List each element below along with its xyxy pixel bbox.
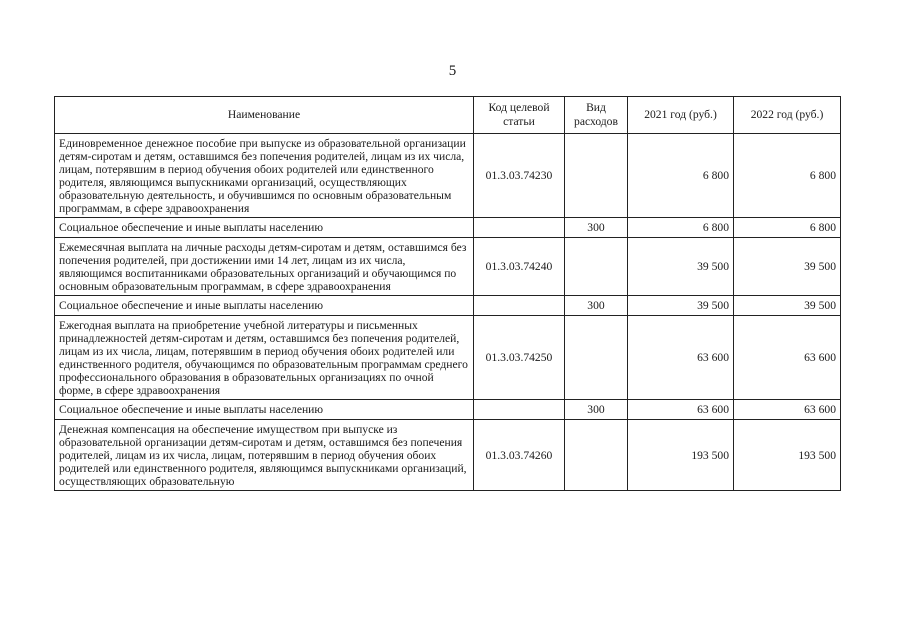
row-name: Социальное обеспечение и иные выплаты населению bbox=[55, 218, 474, 238]
header-vid: Вид расходов bbox=[565, 97, 628, 134]
table-row bbox=[55, 238, 841, 296]
row-2022: 39 500 bbox=[734, 238, 841, 296]
row-2021: 63 600 bbox=[628, 400, 734, 420]
row-vid bbox=[565, 238, 628, 296]
row-2021: 63 600 bbox=[628, 316, 734, 400]
row-2022: 63 600 bbox=[734, 316, 841, 400]
row-2021: 39 500 bbox=[628, 296, 734, 316]
row-vid: 300 bbox=[565, 400, 628, 420]
row-name: Социальное обеспечение и иные выплаты населению bbox=[55, 400, 474, 420]
row-name: Денежная компенсация на обеспечение имуществом при выпуске из образовательной организации детям-сиротам и детям, оставшимся без попечения родителей, лицам из их числа, лицам, потерявшим в период обучения обоих родителей или единственного родителя, являющимся выпускниками организаций, осуществляющих образовательную bbox=[55, 420, 474, 491]
header-name: Наименование bbox=[55, 97, 474, 134]
row-code bbox=[474, 296, 565, 316]
row-2021: 193 500 bbox=[628, 420, 734, 491]
table-row bbox=[55, 218, 841, 238]
page-number: 5 bbox=[448, 63, 457, 79]
table-header-row bbox=[55, 97, 841, 134]
row-vid: 300 bbox=[565, 218, 628, 238]
row-2022: 63 600 bbox=[734, 400, 841, 420]
header-2021: 2021 год (руб.) bbox=[628, 97, 734, 134]
row-name: Ежегодная выплата на приобретение учебной литературы и письменных принадлежностей детям-сиротам и детям, оставшимся без попечения родителей, лицам из их числа, лицам, потерявшим в период обучения обоих родителей или единственного родителя, обучающимся по образовательным программам среднего профессионального образования в образовательных организациях по очной форме, в сфере здравоохранения bbox=[55, 316, 474, 400]
row-name: Социальное обеспечение и иные выплаты населению bbox=[55, 296, 474, 316]
table-row bbox=[55, 316, 841, 400]
row-vid bbox=[565, 316, 628, 400]
header-2022: 2022 год (руб.) bbox=[734, 97, 841, 134]
row-name: Ежемесячная выплата на личные расходы детям-сиротам и детям, оставшимся без попечения родителей, при достижении ими 14 лет, лицам из их числа, являющимся воспитанниками образовательных организаций и обучающимся по основным образовательным программам, в сфере здравоохранения bbox=[55, 238, 474, 296]
row-2022: 193 500 bbox=[734, 420, 841, 491]
row-code bbox=[474, 400, 565, 420]
row-code: 01.3.03.74260 bbox=[474, 420, 565, 491]
row-code: 01.3.03.74240 bbox=[474, 238, 565, 296]
row-2022: 39 500 bbox=[734, 296, 841, 316]
row-code: 01.3.03.74250 bbox=[474, 316, 565, 400]
table-row bbox=[55, 134, 841, 218]
row-code bbox=[474, 218, 565, 238]
table-row bbox=[55, 400, 841, 420]
header-code: Код целевой статьи bbox=[474, 97, 565, 134]
row-code: 01.3.03.74230 bbox=[474, 134, 565, 218]
budget-table bbox=[54, 96, 841, 491]
row-2022: 6 800 bbox=[734, 134, 841, 218]
table-row bbox=[55, 420, 841, 491]
row-vid bbox=[565, 420, 628, 491]
row-2021: 6 800 bbox=[628, 134, 734, 218]
row-vid bbox=[565, 134, 628, 218]
row-2021: 6 800 bbox=[628, 218, 734, 238]
row-vid: 300 bbox=[565, 296, 628, 316]
row-2022: 6 800 bbox=[734, 218, 841, 238]
table-row bbox=[55, 296, 841, 316]
row-2021: 39 500 bbox=[628, 238, 734, 296]
row-name: Единовременное денежное пособие при выпуске из образовательной организации детям-сиротам и детям, оставшимся без попечения родителей, лицам из их числа, лицам, потерявшим в период обучения обоих родителей или единственного родителя, являющимся выпускниками организаций, осуществляющих образовательную деятельность, и обучившимся по основным образовательным программам, в сфере здравоохранения bbox=[55, 134, 474, 218]
